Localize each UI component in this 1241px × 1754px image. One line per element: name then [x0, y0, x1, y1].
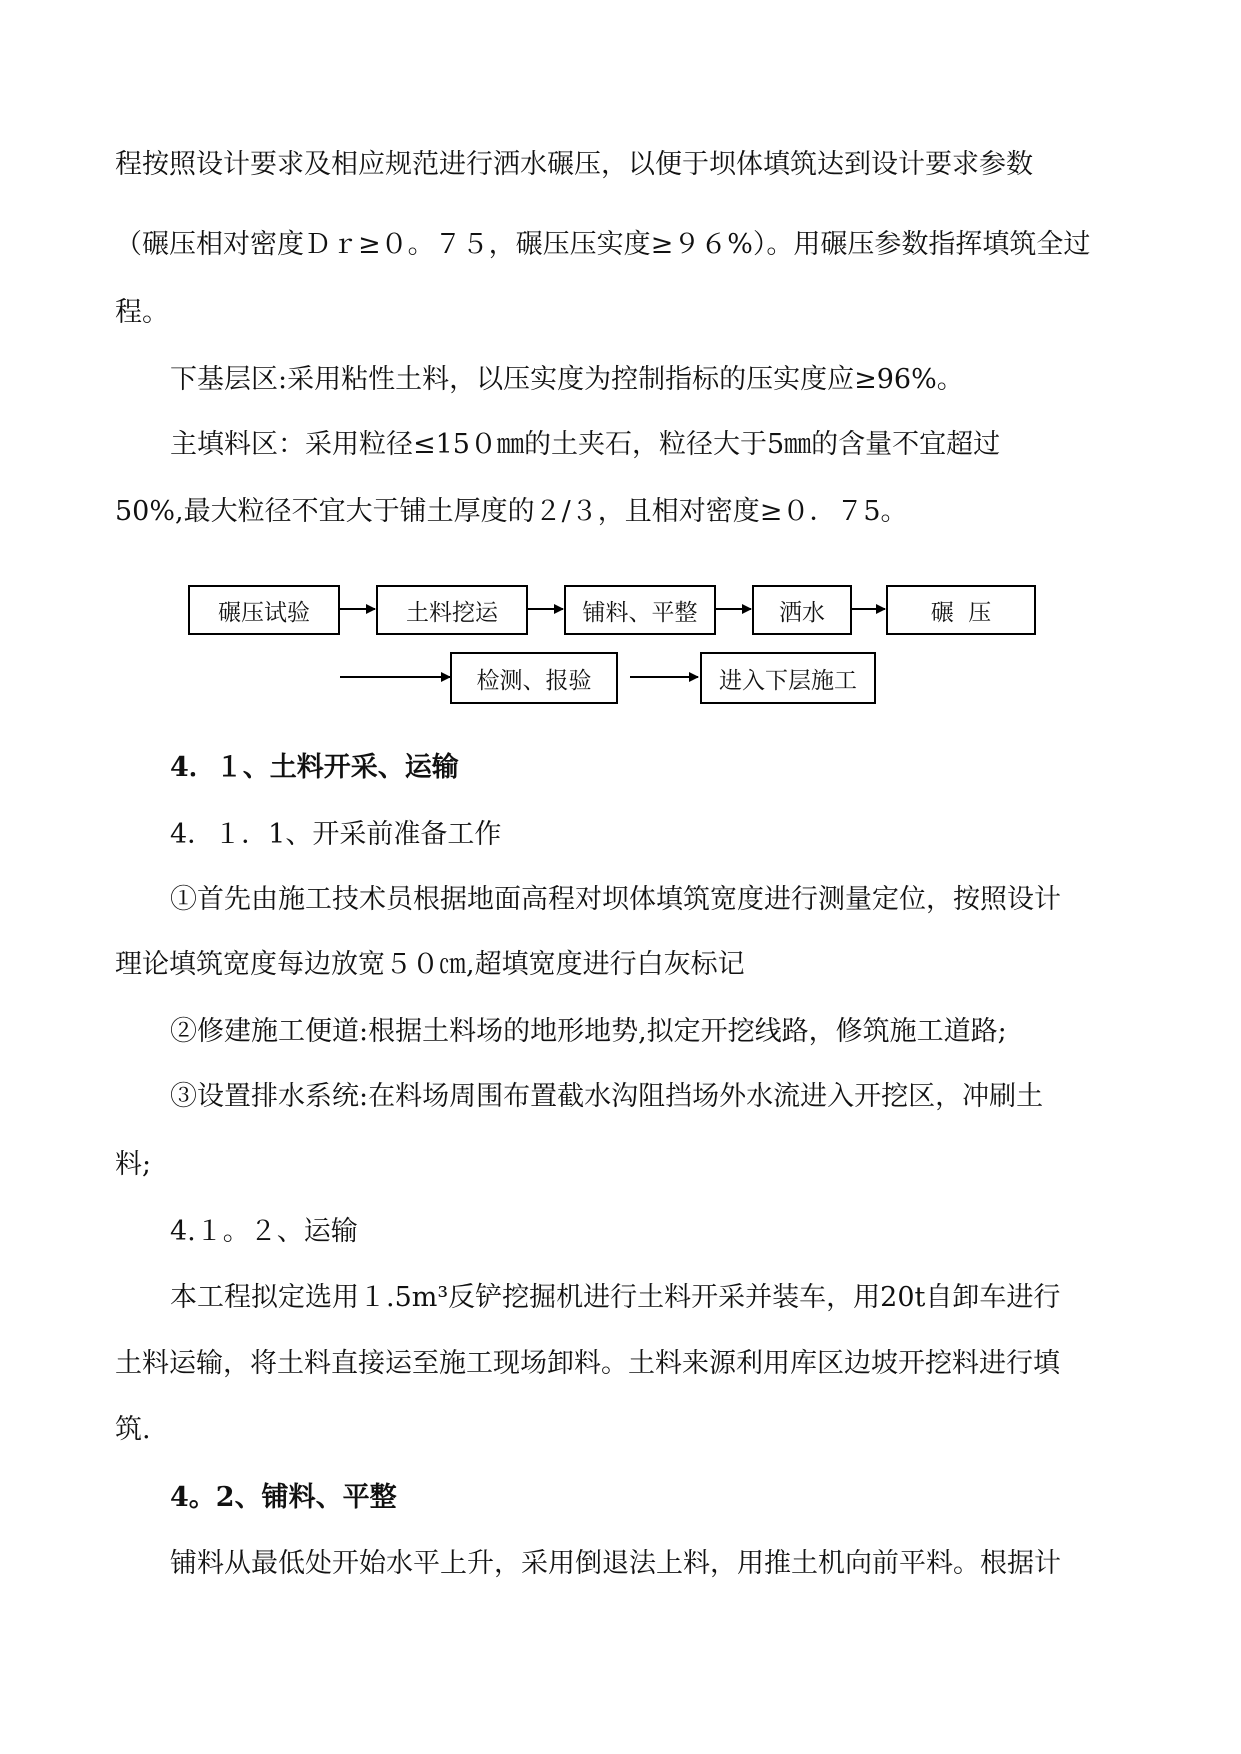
paragraph-line-5: 主填料区：采用粒径≤15０㎜的土夹石，粒径大于5㎜的含量不宜超过 — [170, 429, 1001, 460]
flow-step-next-layer: 进入下层施工 — [700, 652, 876, 704]
paragraph-line-16: 土料运输，将土料直接运至施工现场卸料。土料来源利用库区边坡开挖料进行填 — [115, 1348, 1060, 1379]
flow-step-excavation-transport: 土料挖运 — [376, 585, 528, 635]
paragraph-line-19: 铺料从最低处开始水平上升，采用倒退法上料，用推土机向前平料。根据计 — [170, 1548, 1061, 1579]
section-heading-4-2: 4。2、铺料、平整 — [170, 1482, 397, 1513]
paragraph-line-9: ①首先由施工技术员根据地面高程对坝体填筑宽度进行测量定位，按照设计 — [170, 884, 1061, 915]
paragraph-line-10: 理论填筑宽度每边放宽５０㎝,超填宽度进行白灰标记 — [115, 949, 745, 980]
paragraph-line-17: 筑. — [115, 1414, 151, 1445]
paragraph-line-11: ②修建施工便道:根据土料场的地形地势,拟定开挖线路，修筑施工道路; — [170, 1016, 1007, 1047]
paragraph-line-12: ③设置排水系统:在料场周围布置截水沟阻挡场外水流进入开挖区，冲刷土 — [170, 1081, 1044, 1112]
flow-step-rolling: 碾 压 — [886, 585, 1036, 635]
section-heading-4-1: 4．１、土料开采、运输 — [170, 752, 459, 783]
paragraph-line-6: 50%,最大粒径不宜大于铺土厚度的２/３，且相对密度≥０．７5。 — [115, 496, 908, 527]
flow-step-watering: 洒水 — [752, 585, 852, 635]
flow-step-spreading-leveling: 铺料、平整 — [564, 585, 716, 635]
paragraph-line-2: （碾压相对密度Ｄｒ≥０。７５，碾压压实度≥９６%）。用碾压参数指挥填筑全过 — [115, 229, 1091, 260]
subsection-heading-4-1-2: 4.１。２、运输 — [170, 1216, 358, 1247]
paragraph-line-13: 料; — [115, 1149, 152, 1180]
flow-step-compaction-test: 碾压试验 — [188, 585, 340, 635]
paragraph-line-1: 程按照设计要求及相应规范进行洒水碾压，以便于坝体填筑达到设计要求参数 — [115, 149, 1033, 180]
flow-step-inspection: 检测、报验 — [450, 652, 618, 704]
paragraph-line-3: 程。 — [115, 297, 169, 328]
paragraph-line-15: 本工程拟定选用１.5m³反铲挖掘机进行土料开采并装车，用20t自卸车进行 — [170, 1282, 1061, 1313]
paragraph-line-4: 下基层区:采用粘性土料，以压实度为控制指标的压实度应≥96%。 — [170, 364, 964, 395]
subsection-heading-4-1-1: 4．１．1、开采前准备工作 — [170, 819, 502, 850]
